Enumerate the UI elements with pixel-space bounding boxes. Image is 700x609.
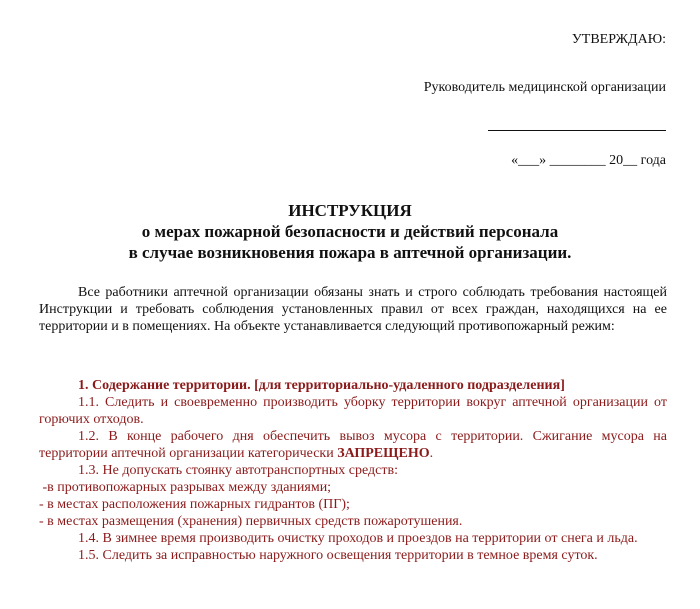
item-1-3: 1.3. Не допускать стоянку автотранспортных средств: (78, 463, 398, 478)
approval-date-line: «___» ________ 20__ года (511, 153, 666, 168)
item-1-2-end: . (429, 446, 434, 461)
item-1-4: 1.4. В зимнее время производить очистку проходов и проездов на территории от снега и льда. (78, 531, 638, 546)
item-1-5: 1.5. Следить за исправностью наружного освещения территории в темное время суток. (78, 548, 598, 563)
item-1-3-c: - в местах размещения (хранения) первичных средств пожаротушения. (39, 514, 463, 529)
section-territory (39, 377, 667, 564)
item-1-1: 1.1. Следить и своевременно производить уборку территории вокруг аптечной организации от горючих отходов. (39, 395, 667, 427)
intro-paragraph: Все работники аптечной организации обязаны знать и строго соблюдать требования настоящей Инструкции и требовать соблюдения установленных правил от всех граждан, находящихся на ее территории и в помещениях. На объекте устанавливается следующий противопожарный режим: (39, 285, 667, 334)
item-1-2 (39, 428, 667, 462)
item-1-2-forbidden: ЗАПРЕЩЕНО (337, 446, 430, 461)
signature-line (488, 130, 666, 131)
approval-label: УТВЕРЖДАЮ: (571, 32, 666, 47)
document-title (0, 200, 700, 263)
item-1-3-a: -в противопожарных разрывах между зданиями; (39, 480, 332, 495)
item-1-2-text: 1.2. В конце рабочего дня обеспечить вывоз мусора с территории. Сжигание мусора на территории аптечной организации категорически (39, 429, 667, 461)
head-position-title: Руководитель медицинской организации (423, 80, 666, 95)
title-line-2: о мерах пожарной безопасности и действий персонала (141, 222, 559, 241)
item-1-3-b: - в местах расположения пожарных гидрантов (ПГ); (39, 497, 350, 512)
title-line-1: ИНСТРУКЦИЯ (288, 201, 412, 220)
title-line-3: в случае возникновения пожара в аптечной организации. (128, 243, 572, 262)
section-heading: 1. Содержание территории. [для территориально-удаленного подразделения] (78, 378, 565, 393)
